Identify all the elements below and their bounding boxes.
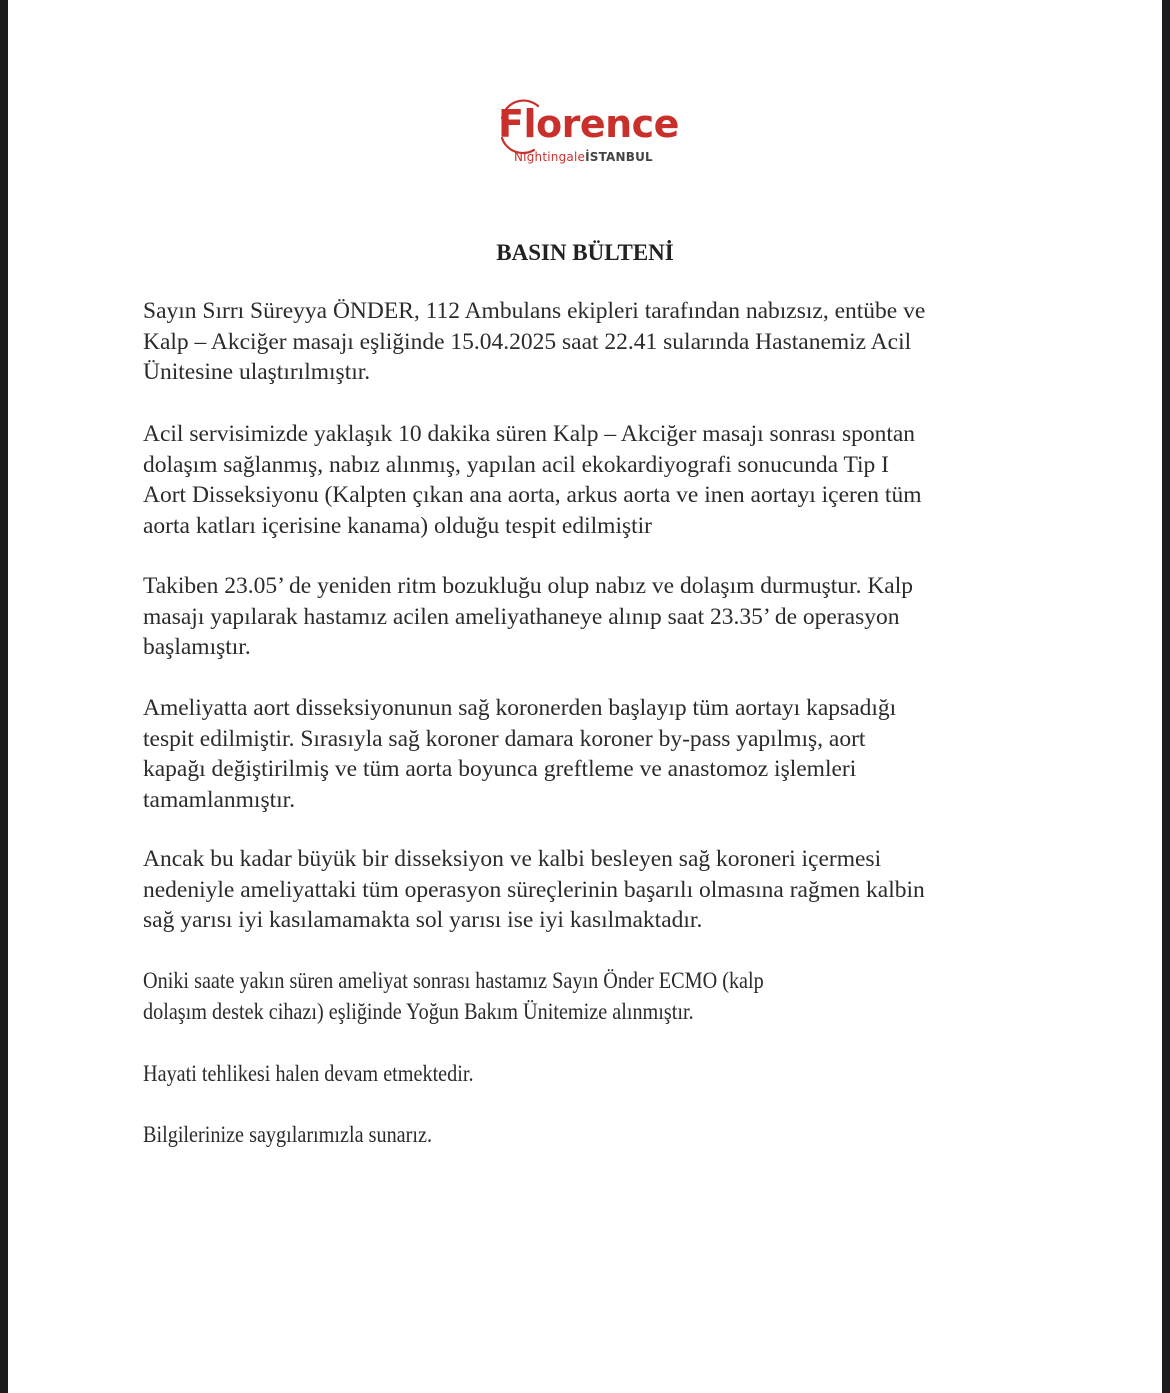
logo-subtitle-prefix: Nightingale bbox=[514, 150, 586, 164]
logo-subtitle bbox=[514, 149, 653, 165]
paragraph-operation-start bbox=[143, 571, 1043, 663]
text-line: Ünitesine ulaştırılmıştır. bbox=[143, 359, 371, 385]
text-line: Ameliyatta aort disseksiyonunun sağ koronerden başlayıp tüm aortayı kapsadığı bbox=[143, 695, 897, 721]
text-line: Hayati tehlikesi halen devam etmektedir. bbox=[143, 1061, 474, 1087]
document-title: BASIN BÜLTENİ bbox=[496, 240, 674, 265]
text-line: Aort Disseksiyonu (Kalpten çıkan ana aorta, arkus aorta ve inen aortayı içeren tüm bbox=[143, 482, 922, 508]
paragraph-status bbox=[143, 1059, 1043, 1090]
text-line: dolaşım destek cihazı) eşliğinde Yoğun Bakım Ünitemize alınmıştır. bbox=[143, 998, 694, 1025]
paragraph-arrival bbox=[143, 296, 1043, 388]
text-line: Sayın Sırrı Süreyya ÖNDER, 112 Ambulans ekipleri tarafından nabızsız, entübe ve bbox=[143, 298, 926, 324]
paragraph-icu bbox=[143, 966, 1043, 1027]
text-line: masajı yapılarak hastamız acilen ameliyathaneye alınıp saat 23.35’ de operasyon bbox=[143, 603, 900, 630]
text-line: Acil servisimizde yaklaşık 10 dakika süren Kalp – Akciğer masajı sonrası spontan bbox=[143, 421, 916, 447]
logo-brand-text: Florence bbox=[498, 102, 679, 146]
text-line: kapağı değiştirilmiş ve tüm aorta boyunca greftleme ve anastomoz işlemleri bbox=[143, 756, 857, 782]
text-line: Takiben 23.05’ de yeniden ritm bozukluğu olup nabız ve dolaşım durmuştur. Kalp bbox=[143, 573, 914, 599]
text-line: sağ yarısı iyi kasılamamakta sol yarısı ise iyi kasılmaktadır. bbox=[143, 907, 703, 933]
text-line: tespit edilmiştir. Sırasıyla sağ koroner damara koroner by-pass yapılmış, aort bbox=[143, 725, 866, 752]
text-line: dolaşım sağlanmış, nabız alınmış, yapılan acil ekokardiyografi sonucunda Tip I bbox=[143, 451, 889, 478]
florence-logo bbox=[494, 98, 694, 173]
logo-subtitle-city: İSTANBUL bbox=[585, 150, 653, 164]
document-page bbox=[8, 0, 1162, 1393]
text-line: başlamıştır. bbox=[143, 634, 251, 660]
paragraph-outcome bbox=[143, 844, 1043, 936]
paragraph-closing bbox=[143, 1120, 1043, 1151]
text-line: tamamlanmıştır. bbox=[143, 786, 296, 813]
text-line: nedeniyle ameliyattaki tüm operasyon süreçlerinin başarılı olmasına rağmen kalbin bbox=[143, 876, 925, 903]
text-line: Ancak bu kadar büyük bir disseksiyon ve kalbi besleyen sağ koroneri içermesi bbox=[143, 846, 882, 872]
text-line: Oniki saate yakın süren ameliyat sonrası hastamız Sayın Önder ECMO (kalp bbox=[143, 968, 764, 994]
paragraph-diagnosis bbox=[143, 419, 1043, 541]
paragraph-surgery bbox=[143, 693, 1043, 815]
text-line: Bilgilerinize saygılarımızla sunarız. bbox=[143, 1122, 433, 1148]
text-line: aorta katları içerisine kanama) olduğu tespit edilmiştir bbox=[143, 512, 653, 539]
text-line: Kalp – Akciğer masajı eşliğinde 15.04.2025 saat 22.41 sularında Hastanemiz Acil bbox=[143, 328, 912, 355]
